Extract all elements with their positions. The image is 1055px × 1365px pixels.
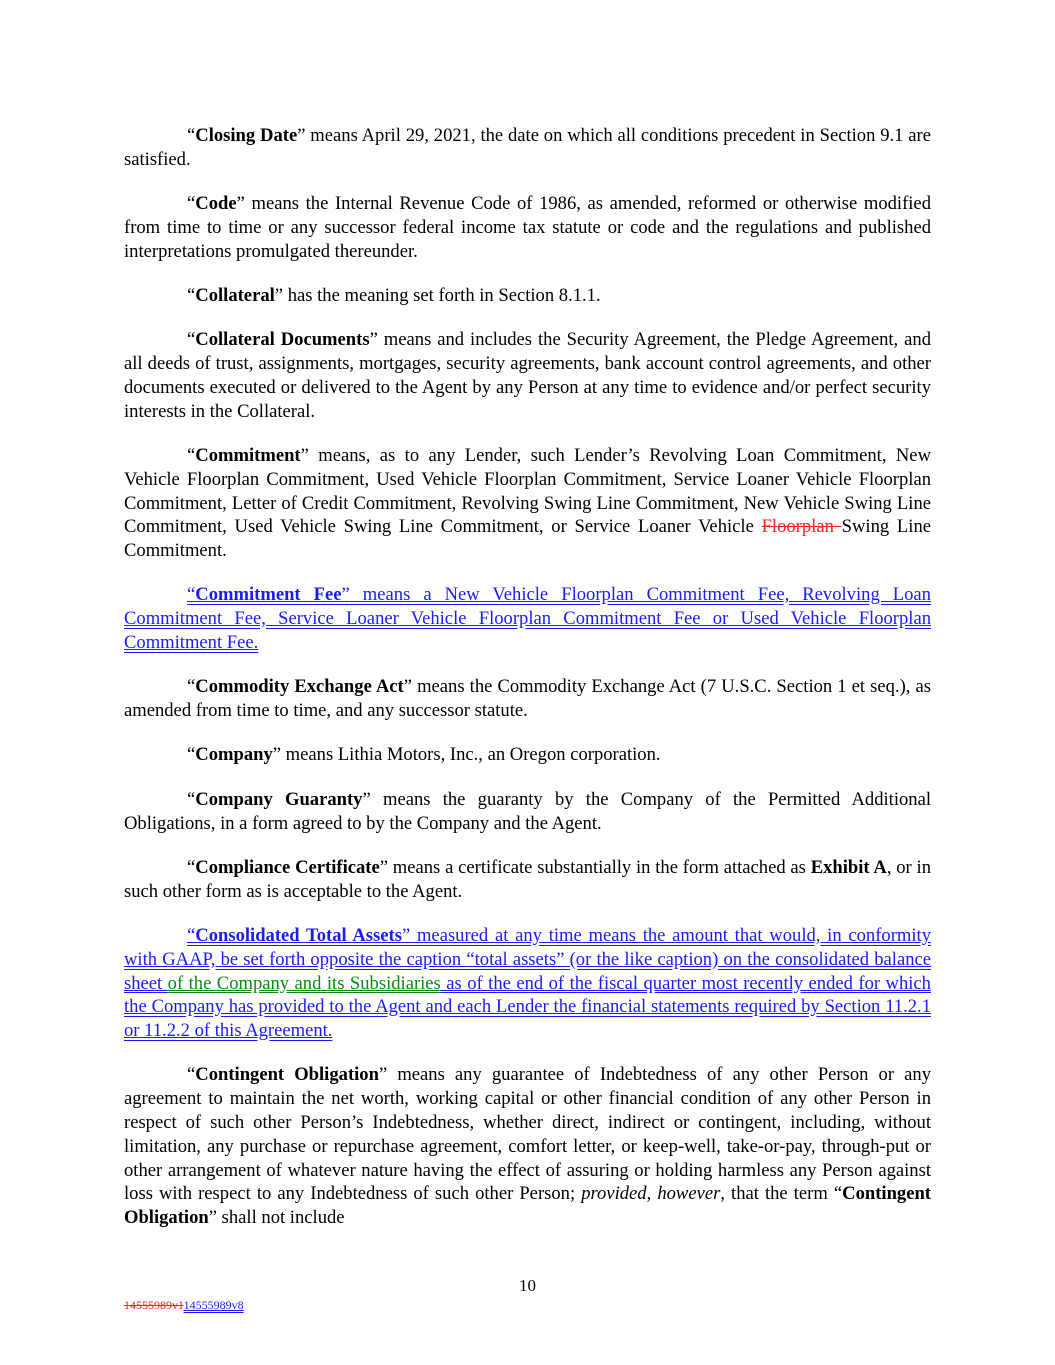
page-number: 10 [519,1276,536,1295]
definition-company: “Company” means Lithia Motors, Inc., an Oregon corporation. [187,744,661,766]
defined-term: Company Guaranty [195,788,363,810]
definition-text-tail-2: ” shall not include [208,1207,345,1229]
definition-text: has the meaning set forth in Section 8.1.1. [283,284,601,306]
definition-text: measured at any time means the amount that would, in conformity with GAAP, be set forth opposite the caption “total assets” (or the like caption) on the consolidated balance sheet [124,924,931,994]
defined-term: Contingent Obligation [195,1064,379,1086]
definition-company-guaranty: “Company Guaranty” means the guaranty by the Company of the Permitted Additional Obligations, in a form agreed to by the Company and the Agent. [124,788,932,834]
defined-term: Collateral Documents [195,329,370,351]
definition-text: means the guaranty by the Company of the Permitted Additional Obligations, in a form agreed to by the Company and the Agent. [124,788,932,834]
definition-text: means a certificate substantially in the form attached as [388,856,811,878]
definition-text: means April 29, 2021, the date on which all conditions precedent in Section 9.1 are satisfied. [124,125,931,170]
defined-term: Commodity Exchange Act [195,676,404,698]
document-id-old: 14555989v1 [124,1298,184,1312]
definition-text: means Lithia Motors, Inc., an Oregon corporation. [281,744,661,766]
definition-text-tail: Swing Line Commitment. [124,516,931,562]
document-id [124,1298,244,1313]
definition-text: means a New Vehicle Floorplan Commitment Fee, Revolving Loan Commitment Fee, Service Loaner Vehicle Floorplan Commitment Fee or Used Vehicle Floorplan Commitment Fee. [124,584,931,654]
definition-compliance-certificate: “Compliance Certificate” means a certificate substantially in the form attached as Exhibit A, or in such other form as is acceptable to the Agent. [124,856,931,902]
definition-consolidated-total-assets: “Consolidated Total Assets” measured at any time means the amount that would, in conformity with GAAP, be set forth opposite the caption “total assets” (or the like caption) on the consolidated balance sheet of the Company and its Subsidiaries as of the end of the fiscal quarter most recently ended for which the Company has provided to the Agent and each Lender the financial statements required by Section 11.2.1 or 11.2.2 of this Agreement. [124,924,931,1042]
defined-term: Closing Date [195,125,298,146]
defined-term: Company [195,744,273,766]
defined-term: Compliance Certificate [195,856,380,878]
defined-term: Collateral [195,284,275,306]
defined-term: Commitment [195,444,301,466]
definition-commitment-fee: “Commitment Fee” means a New Vehicle Floorplan Commitment Fee, Revolving Loan Commitment Fee, Service Loaner Vehicle Floorplan Commitment Fee or Used Vehicle Floorplan Commitment Fee. [124,584,931,654]
defined-term: Commitment Fee [195,584,342,606]
definition-text-tail: , that the term “ [720,1183,843,1205]
exhibit-reference: Exhibit A [810,856,887,878]
definition-collateral-documents: “Collateral Documents” means and includes the Security Agreement, the Pledge Agreement, and all deeds of trust, assignments, mortgages, security agreements, bank account control agreements, and other documents executed or delivered to the Agent by any Person at any time to evidence and/or perfect security interests in the Collateral. [124,329,932,422]
defined-term: Consolidated Total Assets [195,924,402,946]
definition-commodity-exchange-act: “Commodity Exchange Act” means the Commodity Exchange Act (7 U.S.C. Section 1 et seq.), as amended from time to time, and any successor statute. [124,676,931,722]
definition-collateral: “Collateral” has the meaning set forth in Section 8.1.1. [187,284,601,306]
document-id-new: 14555989v8 [183,1298,244,1312]
definition-code: “Code” means the Internal Revenue Code of 1986, as amended, reformed or otherwise modified from time to time or any successor federal income tax statute or code and the regulations and published interpretations promulgated thereunder. [124,193,931,262]
italic-proviso: provided, however [581,1183,721,1205]
defined-term: Code [195,193,237,215]
moved-text: of the Company and its Subsidiaries [167,972,441,994]
deleted-text: Floorplan [761,516,842,538]
definition-commitment: “Commitment” means, as to any Lender, such Lender’s Revolving Loan Commitment, New Vehicle Floorplan Commitment, Used Vehicle Floorplan Commitment, Service Loaner Vehicle Floorplan Commitment, Letter of Credit Commitment, Revolving Swing Line Commitment, New Vehicle Swing Line Commitment, Used Vehicle Swing Line Commitment, or Service Loaner Vehicle Floorplan Swing Line Commitment. [124,444,931,562]
definition-text-tail: , or in such other form as is acceptable to the Agent. [124,856,931,902]
definition-closing-date: “Closing Date” means April 29, 2021, the date on which all conditions precedent in Section 9.1 are satisfied. [124,125,931,170]
defined-term-repeat: Contingent Obligation [124,1183,931,1229]
definition-text: means the Internal Revenue Code of 1986, as amended, reformed or otherwise modified from time to time or any successor federal income tax statute or code and the regulations and published interpretations promulgated thereunder. [124,193,931,262]
definition-text: means and includes the Security Agreement, the Pledge Agreement, and all deeds of trust, assignments, mortgages, security agreements, bank account control agreements, and other documents executed or delivered to the Agent by any Person at any time to evidence and/or perfect security interests in the Collateral. [124,329,932,422]
definition-text: means, as to any Lender, such Lender’s Revolving Loan Commitment, New Vehicle Floorplan Commitment, Used Vehicle Floorplan Commitment, Service Loaner Vehicle Floorplan Commitment, Letter of Credit Commitment, Revolving Swing Line Commitment, New Vehicle Swing Line Commitment, Used Vehicle Swing Line Commitment, or Service Loaner Vehicle [124,444,931,538]
definition-text-tail: as of the end of the fiscal quarter most recently ended for which the Company has provided to the Agent and each Lender the financial statements required by Section 11.2.1 or 11.2.2 of this Agreement. [124,972,931,1042]
definition-contingent-obligation: “Contingent Obligation” means any guarantee of Indebtedness of any other Person or any agreement to maintain the net worth, working capital or other financial condition of any other Person in respect of such other Person’s Indebtedness, whether direct, indirect or contingent, including, without limitation, any purchase or repurchase agreement, comfort letter, or keep-well, take-or-pay, through-put or other arrangement of whatever nature having the effect of assuring or holding harmless any Person against loss with respect to any Indebtedness of such other Person; provided, however, that the term “Contingent Obligation” shall not include [124,1064,931,1229]
definitions-section [124,124,931,1250]
definition-text: means the Commodity Exchange Act (7 U.S.C. Section 1 et seq.), as amended from time to time, and any successor statute. [124,676,931,722]
definition-text: means any guarantee of Indebtedness of any other Person or any agreement to maintain the net worth, working capital or other financial condition of any other Person in respect of such other Person’s Indebtedness, whether direct, indirect or contingent, including, without limitation, any purchase or repurchase agreement, comfort letter, or keep-well, take-or-pay, through-put or other arrangement of whatever nature having the effect of assuring or holding harmless any Person against loss with respect to any Indebtedness of such other Person; [124,1064,931,1205]
